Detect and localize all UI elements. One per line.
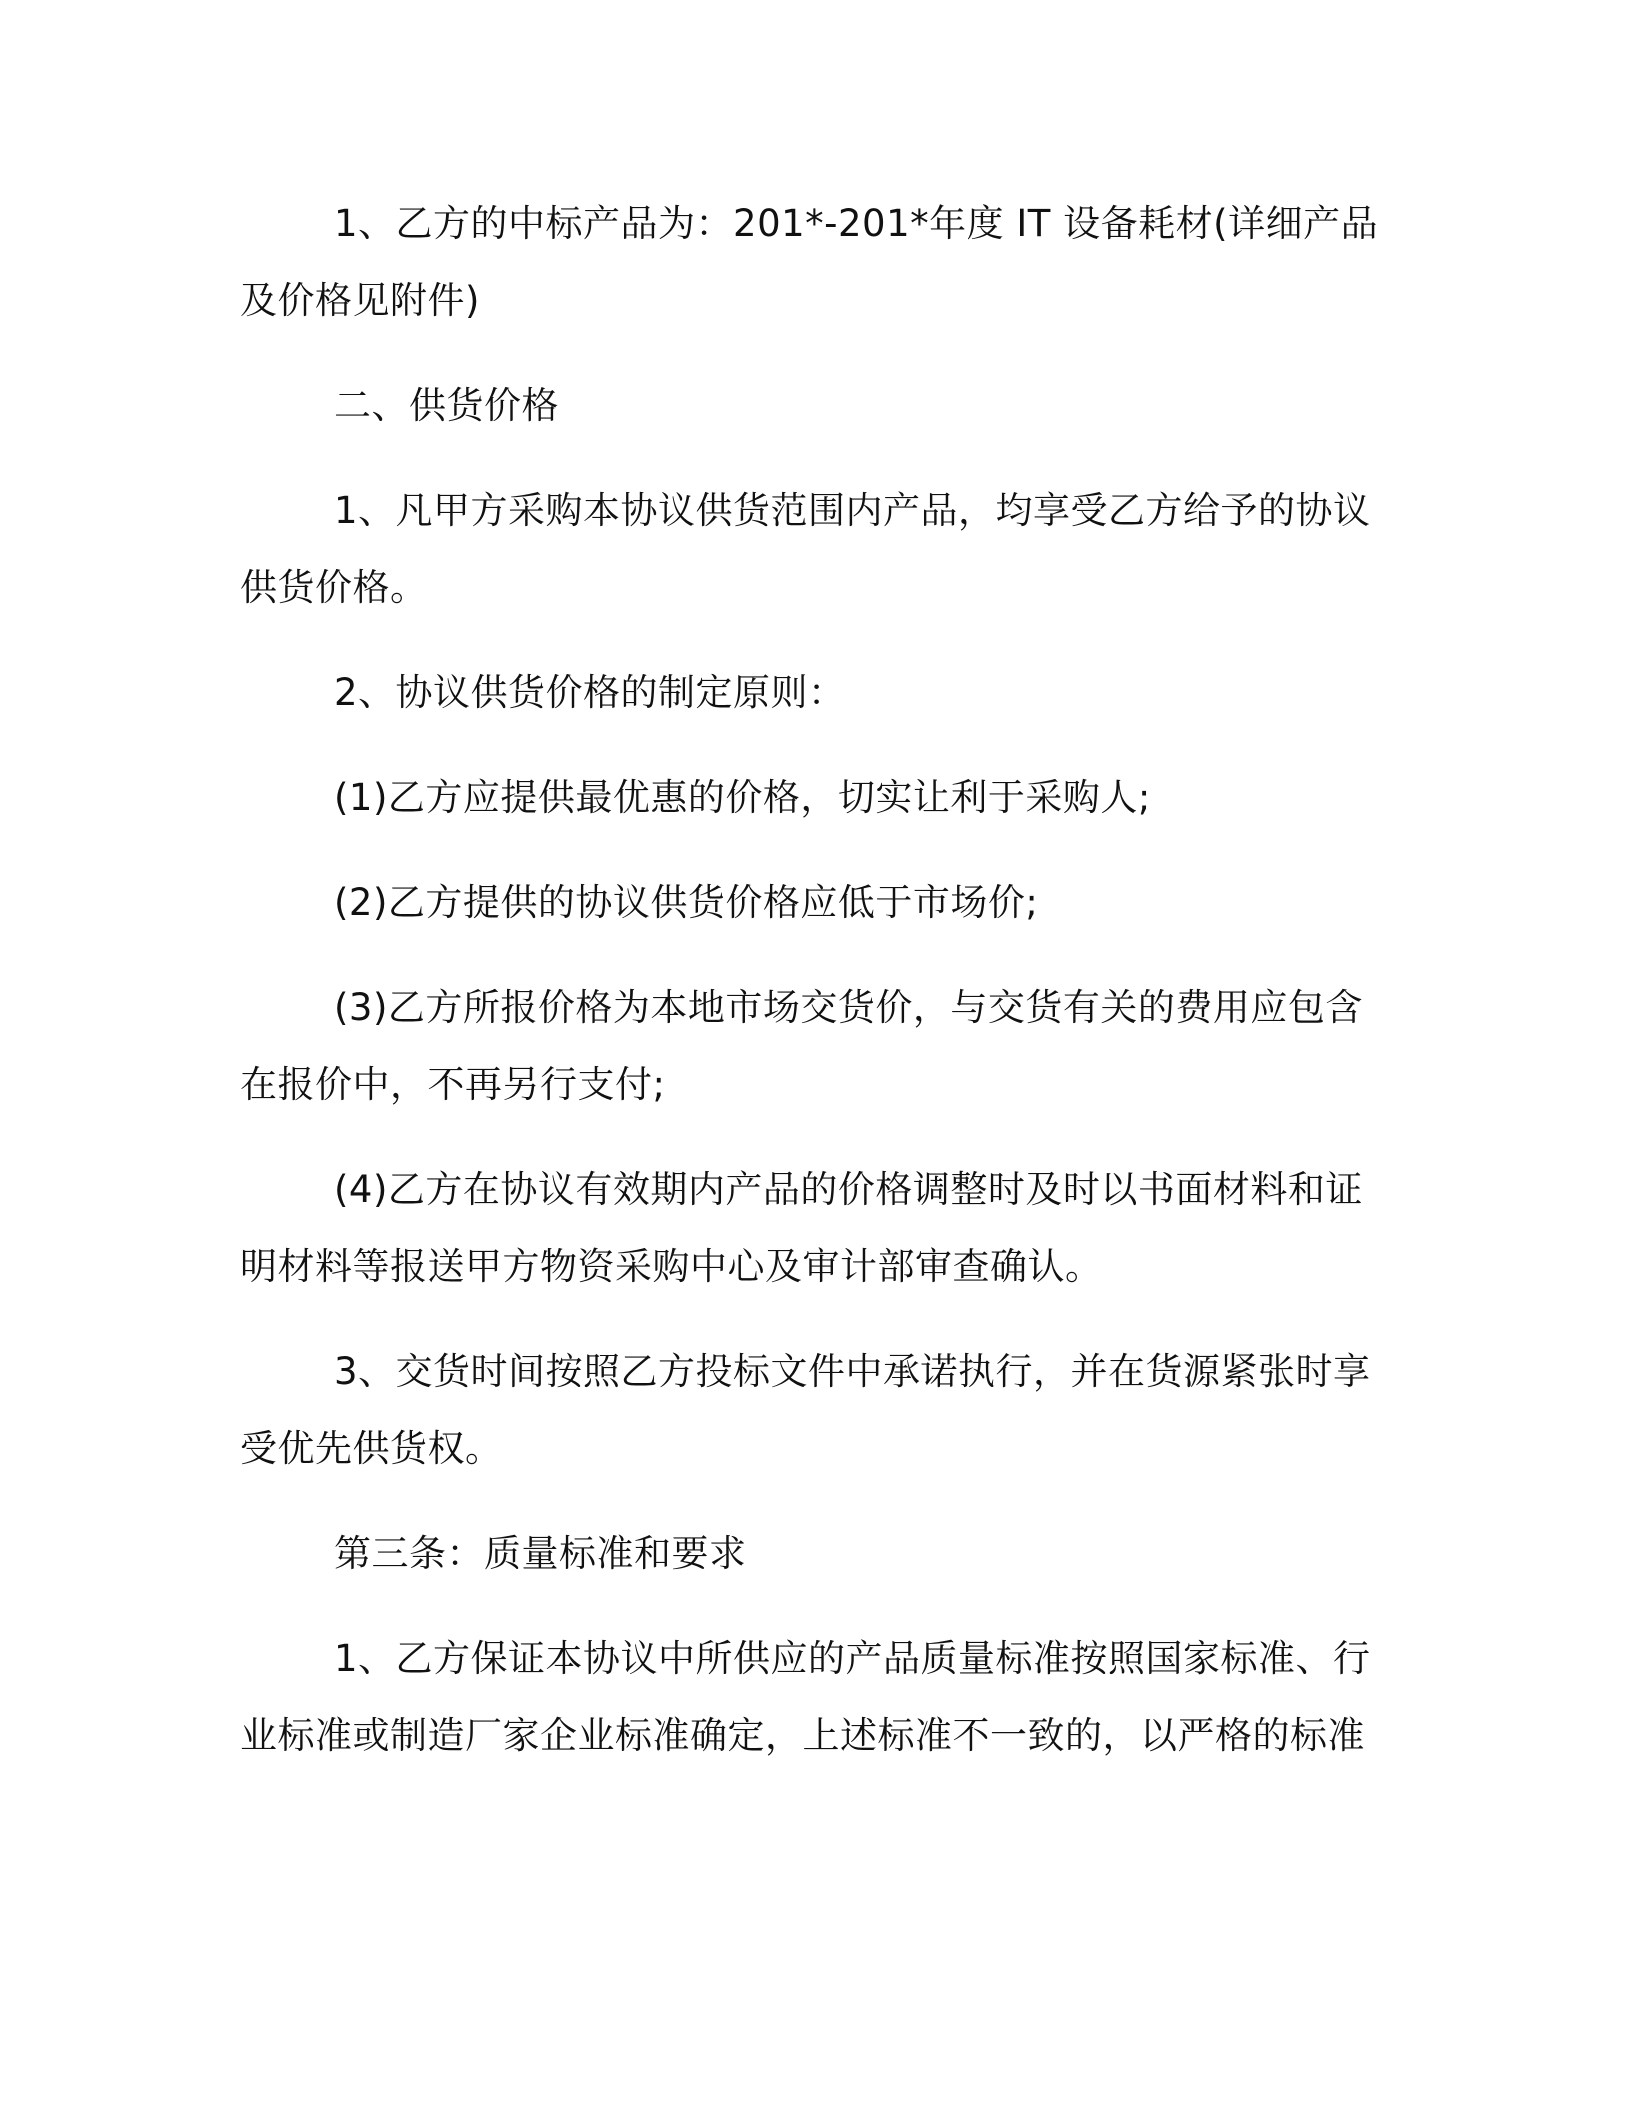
paragraph-principle-1: (1)乙方应提供最优惠的价格，切实让利于采购人; bbox=[334, 776, 1151, 819]
paragraph-delivery-time: 3、交货时间按照乙方投标文件中承诺执行，并在货源紧张时享受优先供货权。 bbox=[240, 1350, 1371, 1470]
paragraph-price-rule-1: 1、凡甲方采购本协议供货范围内产品，均享受乙方给予的协议供货价格。 bbox=[240, 489, 1371, 609]
section-heading-quality: 第三条：质量标准和要求 bbox=[334, 1532, 747, 1575]
paragraph-price-principles: 2、协议供货价格的制定原则： bbox=[334, 671, 846, 714]
paragraph-principle-2: (2)乙方提供的协议供货价格应低于市场价; bbox=[334, 881, 1039, 924]
paragraph-principle-3: (3)乙方所报价格为本地市场交货价，与交货有关的费用应包含在报价中，不再另行支付; bbox=[240, 986, 1363, 1106]
paragraph-quality-standard: 1、乙方保证本协议中所供应的产品质量标准按照国家标准、行业标准或制造厂家企业标准确定，上述标准不一致的，以严格的标准 bbox=[240, 1637, 1371, 1757]
paragraph-product: 1、乙方的中标产品为：201*-201*年度 IT 设备耗材(详细产品及价格见附件) bbox=[240, 202, 1379, 322]
document-body bbox=[240, 185, 1390, 1774]
section-heading-supply-price: 二、供货价格 bbox=[334, 384, 559, 427]
paragraph-principle-4: (4)乙方在协议有效期内产品的价格调整时及时以书面材料和证明材料等报送甲方物资采购中心及审计部审查确认。 bbox=[240, 1168, 1363, 1288]
